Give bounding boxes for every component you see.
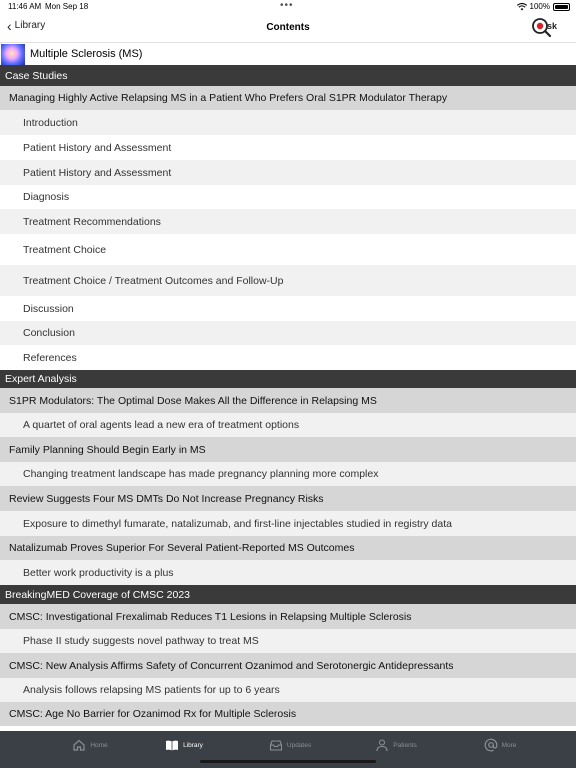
subsection-row[interactable]: References <box>0 345 576 370</box>
nav-bar <box>0 14 576 42</box>
subsection-row[interactable]: Discussion <box>0 296 576 321</box>
article-row[interactable]: CMSC: Investigational Frexalimab Reduces T1 Lesions in Relapsing Multiple Sclerosis <box>0 604 576 629</box>
svg-text:sk: sk <box>547 21 558 31</box>
topic-title: Multiple Sclerosis (MS) <box>30 48 143 60</box>
article-row[interactable]: S1PR Modulators: The Optimal Dose Makes All the Difference in Relapsing MS <box>0 388 576 413</box>
home-icon <box>72 738 86 752</box>
subsection-row[interactable]: Conclusion <box>0 321 576 345</box>
tab-label: Library <box>183 741 203 749</box>
article-row[interactable]: CMSC: Age No Barrier for Ozanimod Rx for Multiple Sclerosis <box>0 702 576 726</box>
battery-icon <box>553 3 570 11</box>
status-time: 11:46 AM <box>8 2 42 11</box>
section-header: Expert Analysis <box>0 370 576 388</box>
subsection-row[interactable]: A quartet of oral agents lead a new era of treatment options <box>0 413 576 437</box>
subsection-row[interactable]: Treatment Choice <box>0 234 576 265</box>
contents-list <box>0 65 576 731</box>
article-row[interactable]: Review Suggests Four MS DMTs Do Not Increase Pregnancy Risks <box>0 486 576 511</box>
person-icon <box>375 738 389 752</box>
tab-label: Patients <box>393 741 417 749</box>
article-row[interactable]: Family Planning Should Begin Early in MS <box>0 437 576 462</box>
chevron-left-icon: ‹ <box>7 17 12 34</box>
back-label: Library <box>14 20 46 31</box>
multitask-dots-icon[interactable]: ••• <box>280 0 294 11</box>
at-icon <box>484 738 498 752</box>
article-row[interactable]: Managing Highly Active Relapsing MS in a Patient Who Prefers Oral S1PR Modulator Therapy <box>0 86 576 110</box>
subsection-row[interactable]: Phase II study suggests novel pathway to treat MS <box>0 629 576 653</box>
article-row[interactable]: CMSC: New Analysis Affirms Safety of Concurrent Ozanimod and Serotonergic Antidepressants <box>0 653 576 678</box>
tab-library[interactable] <box>144 738 224 752</box>
tab-label: More <box>501 741 517 749</box>
topic-header <box>0 42 576 66</box>
subsection-row[interactable]: Patient History and Assessment <box>0 135 576 160</box>
brain-thumbnail <box>1 44 25 65</box>
home-indicator[interactable] <box>200 760 376 763</box>
tab-patients[interactable] <box>356 738 436 752</box>
tab-home[interactable] <box>50 738 130 752</box>
subsection-row[interactable]: Introduction <box>0 110 576 135</box>
book-icon <box>165 738 179 752</box>
subsection-row[interactable]: Patient History and Assessment <box>0 160 576 185</box>
subsection-row[interactable]: Better work productivity is a plus <box>0 560 576 585</box>
subsection-row[interactable]: Diagnosis <box>0 185 576 209</box>
subsection-row[interactable]: Treatment Choice / Treatment Outcomes and Follow-Up <box>0 265 576 296</box>
section-header: Case Studies <box>0 65 576 86</box>
tab-label: Home <box>90 741 108 749</box>
subsection-row[interactable]: Changing treatment landscape has made pregnancy planning more complex <box>0 462 576 486</box>
article-row[interactable]: Natalizumab Proves Superior For Several Patient-Reported MS Outcomes <box>0 536 576 560</box>
section-header: BreakingMED Coverage of CMSC 2023 <box>0 585 576 604</box>
subsection-row[interactable]: Exposure to dimethyl fumarate, natalizumab, and first-line injectables studied in registry data <box>0 511 576 536</box>
wifi-icon <box>517 3 527 11</box>
subsection-row[interactable]: Treatment Recommendations <box>0 209 576 234</box>
ask-search-icon[interactable] <box>530 16 564 38</box>
tab-more[interactable] <box>460 738 540 752</box>
status-date: Mon Sep 18 <box>45 2 89 11</box>
status-bar <box>0 0 576 14</box>
subsection-row[interactable]: Analysis follows relapsing MS patients for up to 6 years <box>0 678 576 702</box>
inbox-icon <box>269 738 283 752</box>
page-title: Contents <box>266 22 310 33</box>
battery-percent: 100% <box>529 2 550 11</box>
tab-label: Updates <box>286 741 312 749</box>
tab-updates[interactable] <box>250 738 330 752</box>
